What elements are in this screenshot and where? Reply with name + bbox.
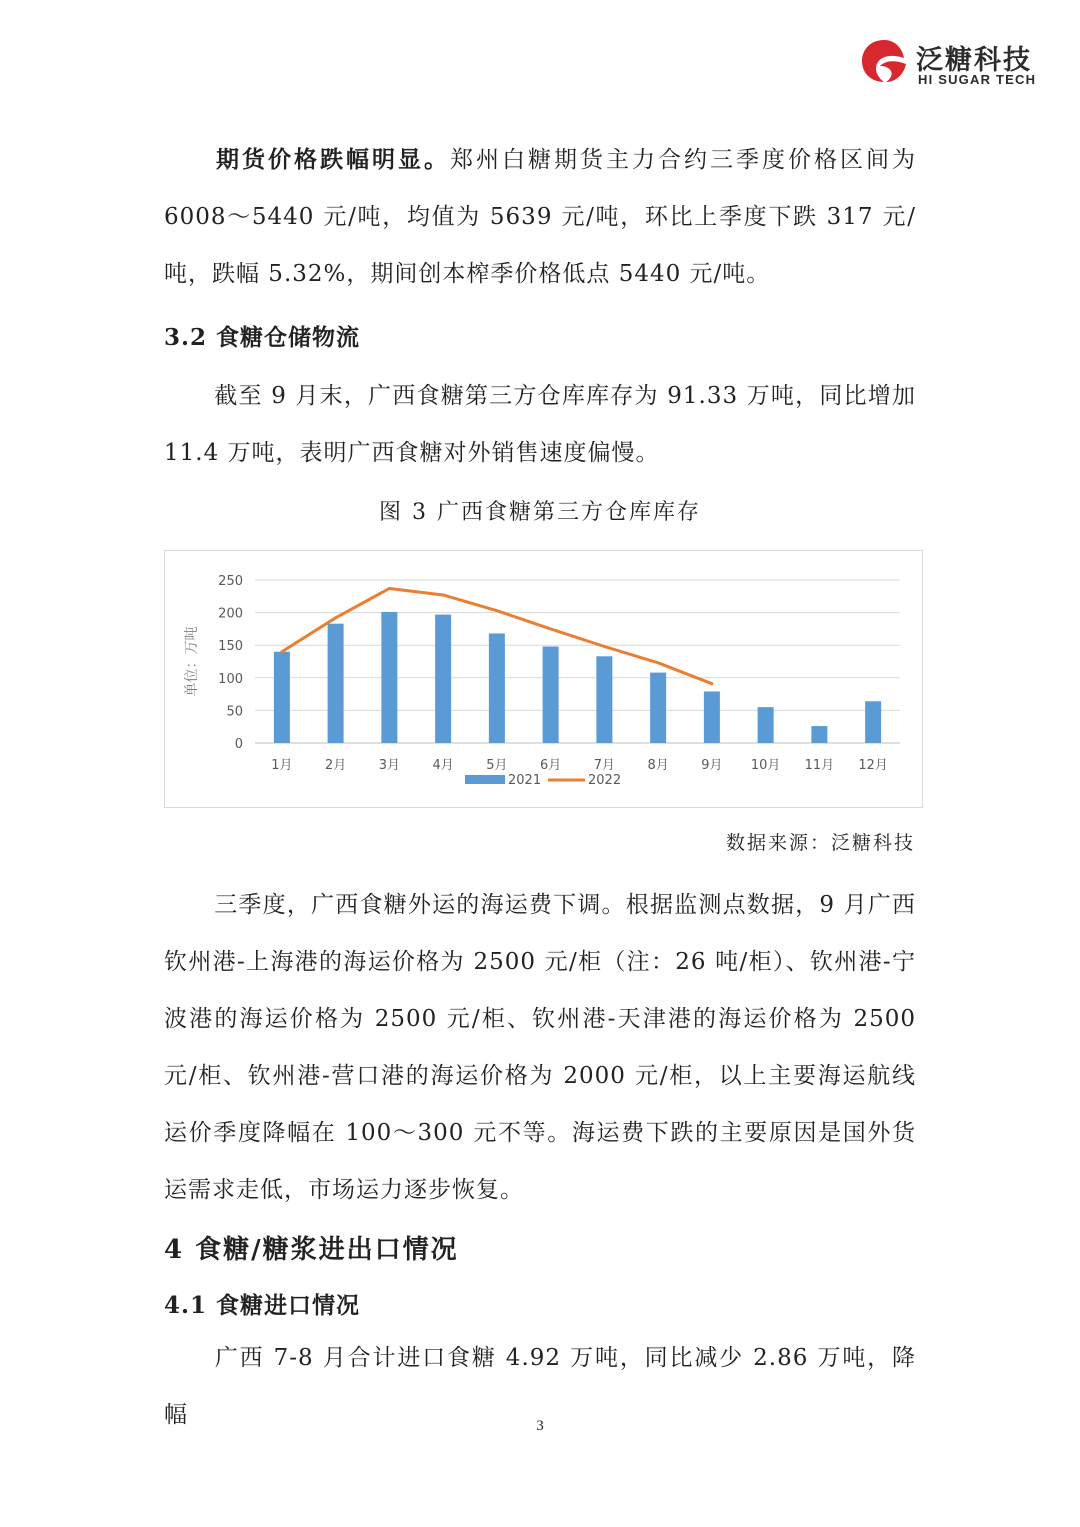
section-heading-3-2: 3.2 食糖仓储物流	[164, 324, 361, 351]
bar-2021	[381, 612, 397, 743]
x-tick-label: 8月	[647, 758, 669, 773]
section-heading-4-1: 4.1 食糖进口情况	[164, 1292, 361, 1319]
bar-2021	[489, 633, 505, 743]
x-tick-label: 4月	[432, 758, 454, 773]
y-tick-label: 150	[218, 639, 243, 655]
y-axis-label: 单位：万吨	[184, 626, 200, 697]
bar-2021	[704, 691, 720, 743]
logo-swoosh-icon	[860, 38, 908, 84]
x-tick-label: 9月	[701, 758, 723, 773]
x-tick-label: 2月	[324, 758, 347, 773]
legend-swatch-2021	[465, 775, 505, 784]
data-source-note: 数据来源：泛糖科技	[725, 832, 915, 854]
paragraph-shipping-cost	[164, 877, 916, 1219]
x-tick-label: 10月	[750, 758, 781, 773]
warehouse-inventory-chart	[164, 550, 923, 808]
logo-english-name: HI SUGAR TECH	[918, 72, 1037, 87]
brand-logo	[860, 38, 1060, 88]
section-heading-4: 4 食糖/糖浆进出口情况	[164, 1235, 459, 1265]
figure-caption: 图 3 广西食糖第三方仓库库存	[379, 500, 701, 525]
legend-label-2022: 2022	[588, 773, 622, 788]
chart-svg	[165, 551, 922, 807]
paragraph-body: 广西 7-8 月合计进口食糖 4.92 万吨，同比减少 2.86 万吨，降幅	[164, 1345, 916, 1428]
bar-2021	[811, 726, 827, 743]
bar-2021	[650, 673, 666, 743]
x-tick-label: 3月	[378, 758, 401, 773]
paragraph-body: 三季度，广西食糖外运的海运费下调。根据监测点数据，9 月广西钦州港-上海港的海运价格为 2500 元/柜（注：26 吨/柜）、钦州港-宁波港的海运价格为 2500 元/柜、钦州港-天津港的海运价格为 2500 元/柜、钦州港-营口港的海运价格为 2000 元/柜，以上主要海运航线运价季度降幅在 100～300 元不等。海运费下跌的主要原因是国外货运需求走低，市场运力逐步恢复。	[164, 892, 916, 1203]
x-tick-label: 12月	[858, 758, 888, 773]
y-tick-label: 50	[226, 704, 243, 720]
legend-label-2021: 2021	[508, 773, 542, 788]
paragraph-futures-price	[164, 131, 916, 303]
y-tick-label: 0	[234, 737, 243, 752]
paragraph-body: 郑州白糖期货主力合约三季度价格区间为6008～5440 元/吨，均值为 5639 元/吨，环比上季度下跌 317 元/吨，跌幅 5.32%，期间创本榨季价格低点 5440 元/吨。	[164, 147, 916, 287]
logo-chinese-name: 泛糖科技	[916, 45, 1032, 76]
x-tick-label: 7月	[593, 758, 616, 773]
bar-2021	[435, 615, 451, 743]
bar-2021	[274, 652, 290, 743]
paragraph-warehouse-stock	[164, 368, 916, 482]
y-tick-label: 200	[218, 606, 243, 622]
bar-2021	[596, 656, 612, 743]
paragraph-lead-bold: 期货价格跌幅明显。	[214, 146, 450, 173]
x-tick-label: 6月	[539, 758, 562, 773]
bar-2021	[758, 707, 774, 743]
page-number: 3	[536, 1418, 544, 1434]
bar-2021	[328, 624, 344, 743]
y-tick-label: 250	[218, 574, 243, 589]
x-tick-label: 11月	[804, 758, 835, 773]
y-tick-label: 100	[218, 671, 243, 687]
bar-2021	[543, 647, 559, 743]
x-tick-label: 1月	[271, 758, 293, 773]
x-tick-label: 5月	[486, 758, 508, 773]
bar-2021	[865, 701, 881, 743]
paragraph-body: 截至 9 月末，广西食糖第三方仓库库存为 91.33 万吨，同比增加 11.4 万吨，表明广西食糖对外销售速度偏慢。	[164, 383, 916, 466]
